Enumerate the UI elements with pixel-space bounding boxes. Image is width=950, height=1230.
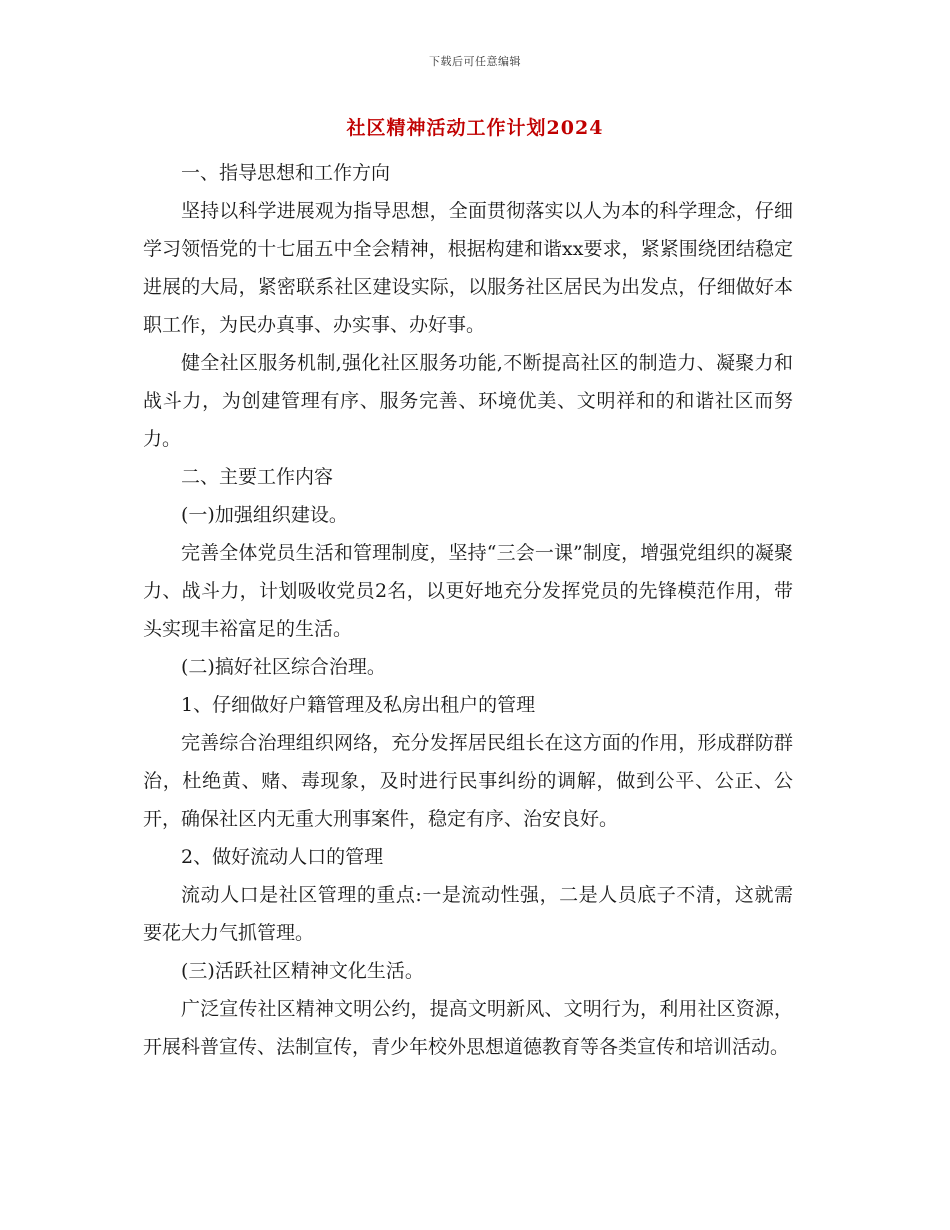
paragraph: 广泛宣传社区精神文明公约，提高文明新风、文明行为，利用社区资源，开展科普宣传、法制宣传，青少年校外思想道德教育等各类宣传和培训活动。 bbox=[143, 998, 793, 1058]
subsection-heading-organization: (一)加强组织建设。 bbox=[181, 504, 348, 526]
subsection-heading-governance: (二)搞好社区综合治理。 bbox=[181, 656, 386, 678]
paragraph: 完善全体党员生活和管理制度，坚持“三会一课”制度，增强党组织的凝聚力、战斗力，计划吸收党员2名，以更好地充分发挥党员的先锋模范作用，带头实现丰裕富足的生活。 bbox=[143, 542, 793, 640]
header-note: 下载后可任意编辑 bbox=[429, 55, 521, 68]
paragraph: 健全社区服务机制,强化社区服务功能,不断提高社区的制造力、凝聚力和战斗力，为创建管理有序、服务完善、环境优美、文明祥和的和谐社区而努力。 bbox=[143, 352, 793, 450]
document-body bbox=[143, 154, 793, 1066]
item-heading-floating-population: 2、做好流动人口的管理 bbox=[181, 846, 384, 868]
section-heading-guiding-thought: 一、指导思想和工作方向 bbox=[181, 162, 391, 184]
section-heading-main-work: 二、主要工作内容 bbox=[181, 466, 334, 488]
paragraph: 完善综合治理组织网络，充分发挥居民组长在这方面的作用，形成群防群治，杜绝黄、赌、毒现象，及时进行民事纠纷的调解，做到公平、公正、公开，确保社区内无重大刑事案件，稳定有序、治安良好。 bbox=[143, 732, 793, 830]
document-title: 社区精神活动工作计划2024 bbox=[346, 117, 604, 139]
paragraph: 坚持以科学进展观为指导思想，全面贯彻落实以人为本的科学理念，仔细学习领悟党的十七届五中全会精神，根据构建和谐xx要求，紧紧围绕团结稳定进展的大局，紧密联系社区建设实际，以服务社区居民为出发点，仔细做好本职工作，为民办真事、办实事、办好事。 bbox=[143, 200, 793, 336]
item-heading-household-registration: 1、仔细做好户籍管理及私房出租户的管理 bbox=[181, 694, 536, 716]
paragraph: 流动人口是社区管理的重点:一是流动性强，二是人员底子不清，这就需要花大力气抓管理。 bbox=[143, 884, 793, 944]
subsection-heading-culture: (三)活跃社区精神文化生活。 bbox=[181, 960, 424, 982]
